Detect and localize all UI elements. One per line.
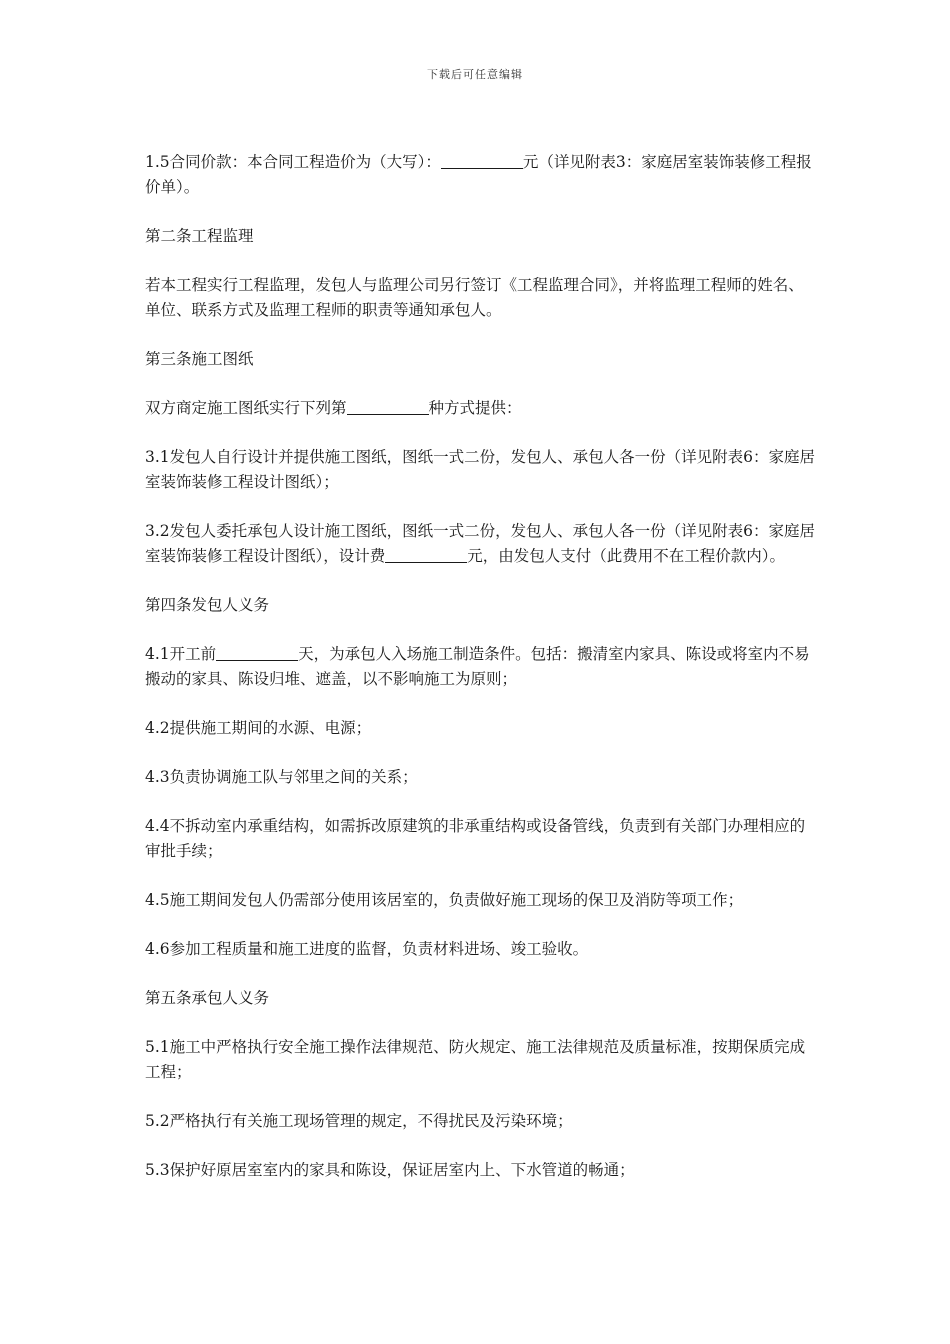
article-3-heading: 第三条施工图纸 [145, 350, 254, 368]
clause-4-2: 4.2提供施工期间的水源、电源； [145, 719, 372, 737]
clause-1-5 [145, 150, 815, 200]
clause-4-1 [145, 642, 815, 692]
document-body [145, 150, 815, 1207]
clause-4-6: 4.6参加工程质量和施工进度的监督，负责材料进场、竣工验收。 [145, 940, 589, 958]
article-5-heading: 第五条承包人义务 [145, 989, 270, 1007]
clause-5-3: 5.3保护好原居室室内的家具和陈设，保证居室内上、下水管道的畅通； [145, 1161, 635, 1179]
days-before-start-blank[interactable] [216, 645, 298, 662]
article-2-heading: 第二条工程监理 [145, 227, 254, 245]
article-3-intro-after: 种方式提供： [428, 399, 522, 417]
article-3-intro-before: 双方商定施工图纸实行下列第 [145, 399, 347, 417]
clause-5-2: 5.2严格执行有关施工现场管理的规定，不得扰民及污染环境； [145, 1112, 573, 1130]
clause-3-1: 3.1发包人自行设计并提供施工图纸，图纸一式二份，发包人、承包人各一份（详见附表6：家庭居室装饰装修工程设计图纸）； [145, 448, 816, 491]
clause-4-1-before: 4.1开工前 [145, 645, 217, 663]
clause-4-3: 4.3负责协调施工队与邻里之间的关系； [145, 768, 418, 786]
header-note: 下载后可任意编辑 [427, 68, 523, 81]
clause-4-4: 4.4不拆动室内承重结构，如需拆改原建筑的非承重结构或设备管线，负责到有关部门办理相应的审批手续； [145, 817, 806, 860]
clause-4-1-after: 天，为承包人入场施工制造条件。包括：搬清室内家具、陈设或将室内不易搬动的家具、陈设归堆、遮盖，以不影响施工为原则； [145, 645, 810, 688]
article-2-body: 若本工程实行工程监理，发包人与监理公司另行签订《工程监理合同》，并将监理工程师的姓名、单位、联系方式及监理工程师的职责等通知承包人。 [145, 276, 804, 319]
clause-3-2-after: 元，由发包人支付（此费用不在工程价款内）。 [467, 547, 786, 565]
contract-price-blank[interactable] [441, 153, 523, 170]
clause-1-5-text-before: 1.5合同价款：本合同工程造价为（大写）： [145, 153, 441, 171]
article-4-heading: 第四条发包人义务 [145, 596, 270, 614]
design-fee-blank[interactable] [385, 547, 467, 564]
clause-5-1: 5.1施工中严格执行安全施工操作法律规范、防火规定、施工法律规范及质量标准，按期保质完成工程； [145, 1038, 806, 1081]
article-3-intro [145, 396, 815, 421]
drawing-method-blank[interactable] [347, 399, 429, 416]
clause-3-2 [145, 519, 815, 569]
clause-3-2-before: 3.2发包人委托承包人设计施工图纸，图纸一式二份，发包人、承包人各一份（详见附表6：家庭居室装饰装修工程设计图纸），设计费 [145, 522, 816, 565]
clause-1-5-text-after: 元（详见附表3：家庭居室装饰装修工程报价单）。 [145, 153, 812, 196]
clause-4-5: 4.5施工期间发包人仍需部分使用该居室的，负责做好施工现场的保卫及消防等项工作； [145, 891, 744, 909]
